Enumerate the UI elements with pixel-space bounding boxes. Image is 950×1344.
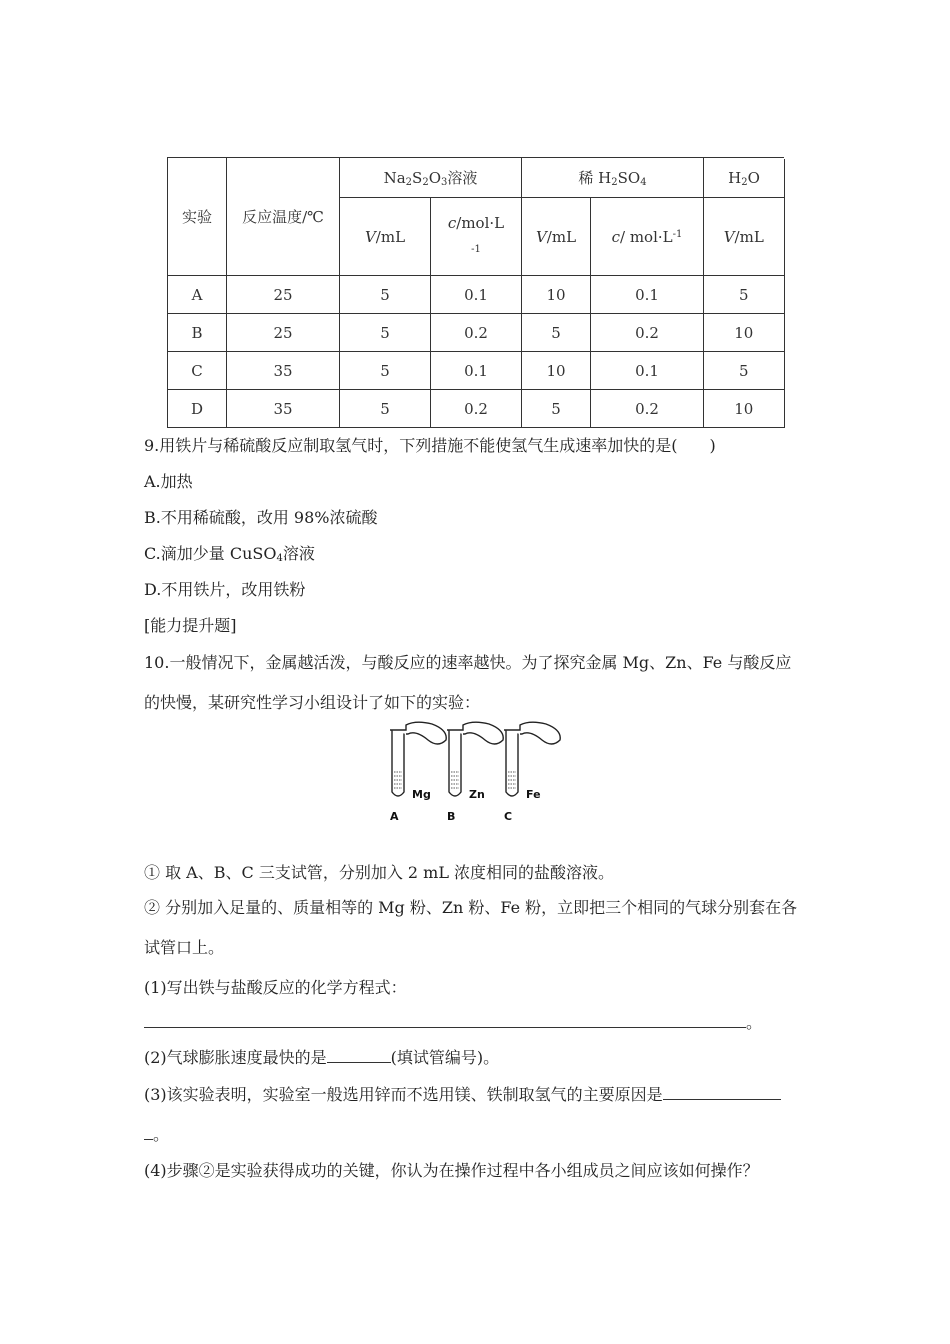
q10-part2: (2)气球膨胀速度最快的是 (填试管编号)。 xyxy=(144,1048,500,1067)
answer-blank-3[interactable] xyxy=(663,1085,781,1100)
table-cell: 0.1 xyxy=(431,352,522,390)
table-cell: B xyxy=(168,314,227,352)
experiment-table xyxy=(167,157,785,428)
header-temperature: 反应温度/℃ xyxy=(227,158,340,276)
subheader-c-h2so4: c/ $mol\cdot L^{-1}$ xyxy=(591,198,704,276)
test-tube xyxy=(449,730,461,796)
table-cell: 5 xyxy=(522,390,591,428)
q10-intro-line2: 的快慢，某研究性学习小组设计了如下的实验： xyxy=(144,693,481,712)
header-h2so4: 稀 $H_2SO_4$ xyxy=(522,158,704,198)
table-cell: 10 xyxy=(522,352,591,390)
table-cell: 5 xyxy=(340,390,431,428)
table-cell: 35 xyxy=(227,390,340,428)
test-tubes-figure xyxy=(380,720,570,826)
q10-intro-line1: 10.一般情况下，金属越活泼，与酸反应的速率越快。为了探究金属 Mg、Zn、Fe 与酸反应 xyxy=(144,653,792,672)
answer-blank-1[interactable] xyxy=(144,1013,746,1028)
table-cell: 10 xyxy=(704,314,785,352)
table-cell: 25 xyxy=(227,314,340,352)
q10-part3: (3)该实验表明，实验室一般选用锌而不选用镁、铁制取氢气的主要原因是 xyxy=(144,1082,781,1105)
table-cell: 5 xyxy=(340,276,431,314)
table-cell: 5 xyxy=(704,352,785,390)
subheader-c-na2s2o3: c/mol·L -1 xyxy=(431,198,522,276)
table-row xyxy=(168,314,785,352)
header-na2s2o3: $Na_2S_2O_3$溶液 xyxy=(340,158,522,198)
table-cell: 0.2 xyxy=(591,314,704,352)
q9-option-a: A.加热 xyxy=(144,472,193,491)
test-tube xyxy=(392,730,404,796)
table-cell: 5 xyxy=(522,314,591,352)
test-tube xyxy=(506,730,518,796)
table-cell: 25 xyxy=(227,276,340,314)
table-cell: 5 xyxy=(340,352,431,390)
table-cell: 10 xyxy=(522,276,591,314)
table-cell: 0.1 xyxy=(431,276,522,314)
q10-part3-cont: 。 xyxy=(144,1122,169,1145)
metal-label: Zn xyxy=(469,788,485,801)
section-title: [能力提升题] xyxy=(144,616,237,635)
q10-part4: (4)步骤②是实验获得成功的关键，你认为在操作过程中各小组成员之间应该如何操作？ xyxy=(144,1161,759,1180)
q10-step1: ① 取 A、B、C 三支试管，分别加入 2 mL 浓度相同的盐酸溶液。 xyxy=(144,863,615,882)
table-cell: 0.2 xyxy=(591,390,704,428)
metal-label: Mg xyxy=(412,788,431,801)
header-h2o: $H_2O$ xyxy=(704,158,785,198)
table-cell: 0.1 xyxy=(591,352,704,390)
table-row xyxy=(168,352,785,390)
q9-option-b: B.不用稀硫酸，改用 98%浓硫酸 xyxy=(144,508,378,527)
tube-letter: C xyxy=(504,810,513,823)
table-cell: 35 xyxy=(227,352,340,390)
table-cell: C xyxy=(168,352,227,390)
table-cell: 10 xyxy=(704,390,785,428)
answer-blank-3-cont[interactable] xyxy=(144,1125,153,1140)
table-row xyxy=(168,276,785,314)
q10-step2-line1: ② 分别加入足量的、质量相等的 Mg 粉、Zn 粉、Fe 粉，立即把三个相同的气球分别套在各 xyxy=(144,898,798,917)
table-cell: 5 xyxy=(704,276,785,314)
table-cell: 0.1 xyxy=(591,276,704,314)
q10-part1-answer[interactable]: 。 xyxy=(144,1010,762,1033)
subheader-v-h2o: V/mL xyxy=(704,198,785,276)
q10-step2-line2: 试管口上。 xyxy=(144,938,225,957)
header-experiment: 实验 xyxy=(168,158,227,276)
table-row xyxy=(168,390,785,428)
table-cell: 5 xyxy=(340,314,431,352)
q9-option-d: D.不用铁片，改用铁粉 xyxy=(144,580,306,599)
tube-letter: B xyxy=(447,810,456,823)
subheader-v-h2so4: V/mL xyxy=(522,198,591,276)
q9-option-c: C.滴加少量 CuSO$_4$溶液 xyxy=(144,544,315,564)
answer-blank-2[interactable] xyxy=(327,1048,391,1063)
q9-stem: 9.用铁片与稀硫酸反应制取氢气时，下列措施不能使氢气生成速率加快的是( ) xyxy=(144,436,716,455)
table-cell: A xyxy=(168,276,227,314)
tube-letter: A xyxy=(390,810,399,823)
subheader-v-na2s2o3: V/mL xyxy=(340,198,431,276)
table-cell: 0.2 xyxy=(431,390,522,428)
metal-label: Fe xyxy=(526,788,541,801)
table-cell: 0.2 xyxy=(431,314,522,352)
q10-part1: (1)写出铁与盐酸反应的化学方程式： xyxy=(144,978,407,997)
table-cell: D xyxy=(168,390,227,428)
